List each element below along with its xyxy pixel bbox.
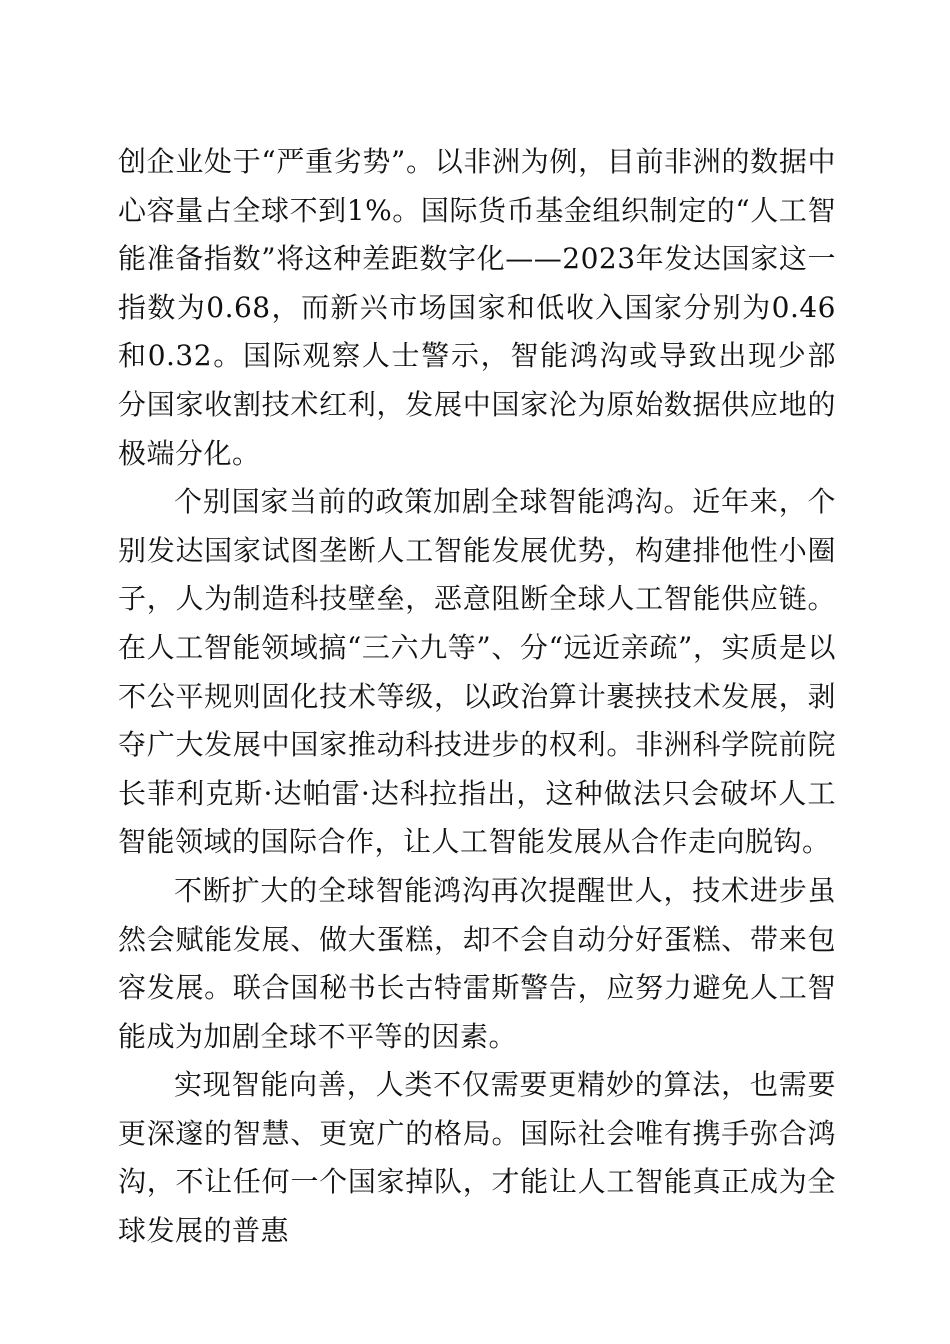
paragraph-policy: 个别国家当前的政策加剧全球智能鸿沟。近年来，个别发达国家试图垄断人工智能发展优势，构建排他性小圈子，人为制造科技壁垒，恶意阻断全球人工智能供应链。在人工智能领域搞“三六九等”、分“远近亲疏”，实质是以不公平规则固化技术等级，以政治算计裹挟技术发展，剥夺广大发展中国家推动科技进步的权利。非洲科学院前院长菲利克斯·达帕雷·达科拉指出，这种做法只会破坏人工智能领域的国际合作，让人工智能发展从合作走向脱钩。 — [118, 485, 836, 859]
article-body — [118, 138, 836, 1256]
paragraph-continued: 创企业处于“严重劣势”。以非洲为例，目前非洲的数据中心容量占全球不到1%。国际货币基金组织制定的“人工智能准备指数”将这种差距数字化——2023年发达国家这一指数为0.68，而新兴市场国家和低收入国家分别为0.46和0.32。国际观察人士警示，智能鸿沟或导致出现少部分国家收割技术红利，发展中国家沦为原始数据供应地的极端分化。 — [118, 145, 836, 470]
paragraph-conclusion: 实现智能向善，人类不仅需要更精妙的算法，也需要更深邃的智慧、更宽广的格局。国际社会唯有携手弥合鸿沟，不让任何一个国家掉队，才能让人工智能真正成为全球发展的普惠 — [118, 1068, 836, 1248]
paragraph-reminder: 不断扩大的全球智能鸿沟再次提醒世人，技术进步虽然会赋能发展、做大蛋糕，却不会自动分好蛋糕、带来包容发展。联合国秘书长古特雷斯警告，应努力避免人工智能成为加剧全球不平等的因素。 — [118, 873, 836, 1053]
